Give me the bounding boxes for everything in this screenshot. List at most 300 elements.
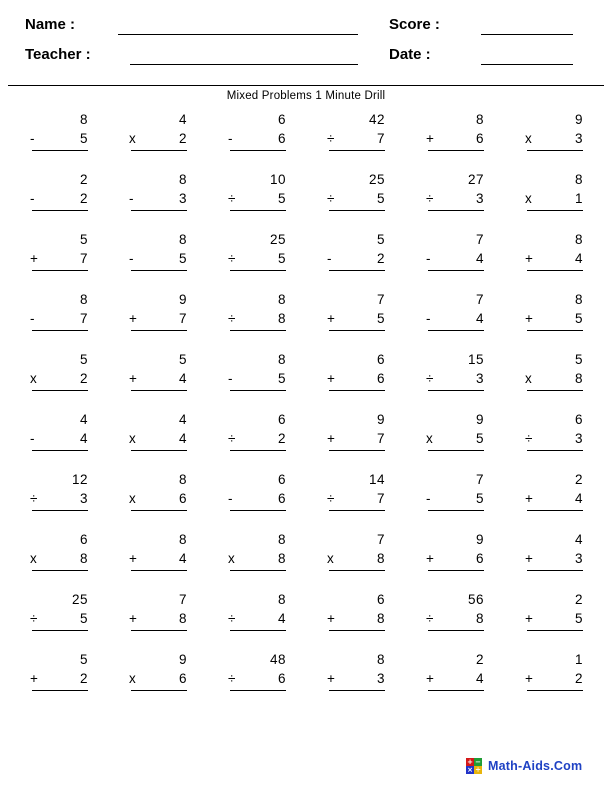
top-operand: 6 [79,532,88,547]
bottom-operand: 4 [178,431,187,446]
bottom-operand: 4 [475,671,484,686]
answer-line[interactable] [230,390,286,391]
problem-row [0,290,612,350]
math-problem[interactable] [426,350,492,402]
math-problem[interactable] [525,470,591,522]
operator-symbol: x [129,131,136,146]
top-operand: 8 [376,652,385,667]
math-problem[interactable] [129,470,195,522]
math-problem[interactable] [327,470,393,522]
operator-symbol: + [327,611,335,626]
operator-symbol: + [426,671,434,686]
answer-line[interactable] [428,570,484,571]
operator-symbol: ÷ [525,431,533,446]
bottom-operand: 5 [574,611,583,626]
answer-line[interactable] [527,690,583,691]
top-operand: 1 [574,652,583,667]
math-problem[interactable] [129,230,195,282]
answer-line[interactable] [329,210,385,211]
bottom-operand: 8 [277,551,286,566]
answer-line[interactable] [329,450,385,451]
operator-symbol: x [129,491,136,506]
answer-line[interactable] [329,150,385,151]
top-operand: 9 [178,652,187,667]
operator-symbol: ÷ [228,251,236,266]
answer-line[interactable] [527,510,583,511]
operator-symbol: + [327,311,335,326]
operator-symbol: + [129,311,137,326]
top-operand: 14 [368,472,385,487]
answer-line[interactable] [329,630,385,631]
bottom-operand: 7 [178,311,187,326]
top-operand: 6 [376,352,385,367]
operator-symbol: ÷ [228,611,236,626]
math-problem[interactable] [228,110,294,162]
math-problem[interactable] [30,530,96,582]
answer-line[interactable] [131,210,187,211]
bottom-operand: 8 [475,611,484,626]
teacher-date-row [0,43,612,73]
operator-symbol: + [30,671,38,686]
answer-line[interactable] [131,630,187,631]
math-problem[interactable] [228,350,294,402]
operator-symbol: ÷ [30,491,38,506]
answer-line[interactable] [131,150,187,151]
top-operand: 9 [475,412,484,427]
top-operand: 5 [574,352,583,367]
math-problem[interactable] [426,530,492,582]
math-problem[interactable] [327,110,393,162]
top-operand: 8 [79,112,88,127]
operator-symbol: ÷ [426,611,434,626]
bottom-operand: 6 [475,551,484,566]
bottom-operand: 4 [178,551,187,566]
top-operand: 8 [178,172,187,187]
top-operand: 6 [277,472,286,487]
operator-symbol: - [30,431,35,446]
math-problem[interactable] [30,650,96,702]
bottom-operand: 4 [178,371,187,386]
answer-line[interactable] [428,270,484,271]
operator-symbol: - [426,311,431,326]
answer-line[interactable] [428,330,484,331]
operator-symbol: - [129,251,134,266]
top-operand: 4 [178,112,187,127]
bottom-operand: 7 [376,491,385,506]
answer-line[interactable] [230,270,286,271]
top-operand: 9 [376,412,385,427]
operator-symbol: - [228,371,233,386]
operator-symbol: - [30,131,35,146]
answer-line[interactable] [329,690,385,691]
top-operand: 2 [574,472,583,487]
answer-line[interactable] [32,690,88,691]
bottom-operand: 2 [574,671,583,686]
answer-line[interactable] [428,630,484,631]
answer-line[interactable] [329,510,385,511]
bottom-operand: 3 [376,671,385,686]
answer-line[interactable] [428,210,484,211]
top-operand: 8 [574,172,583,187]
operator-symbol: ÷ [426,371,434,386]
top-operand: 9 [574,112,583,127]
math-aids-logo[interactable] [466,758,582,774]
math-problem[interactable] [129,350,195,402]
top-operand: 4 [574,532,583,547]
math-problem[interactable] [327,170,393,222]
problem-row [0,650,612,710]
answer-line[interactable] [329,570,385,571]
operator-symbol: - [426,251,431,266]
operator-symbol: ÷ [426,191,434,206]
divide-icon: ÷ [475,765,481,774]
answer-line[interactable] [230,330,286,331]
operator-symbol: x [129,671,136,686]
operator-symbol: ÷ [327,191,335,206]
math-problem[interactable] [30,110,96,162]
top-operand: 8 [178,232,187,247]
worksheet-title: Mixed Problems 1 Minute Drill [226,90,386,102]
math-problem[interactable] [228,650,294,702]
answer-line[interactable] [527,390,583,391]
operator-symbol: + [129,611,137,626]
top-operand: 7 [475,292,484,307]
operator-symbol: x [525,371,532,386]
bottom-operand: 5 [475,431,484,446]
math-problem[interactable] [525,110,591,162]
top-operand: 5 [79,352,88,367]
operator-symbol: ÷ [228,191,236,206]
answer-line[interactable] [131,390,187,391]
top-operand: 42 [368,112,385,127]
math-problem[interactable] [129,410,195,462]
operator-symbol: ÷ [228,311,236,326]
bottom-operand: 2 [376,251,385,266]
top-operand: 8 [277,352,286,367]
math-problem[interactable] [228,170,294,222]
math-problem[interactable] [129,170,195,222]
top-operand: 8 [475,112,484,127]
math-problem[interactable] [327,230,393,282]
bottom-operand: 3 [574,431,583,446]
answer-line[interactable] [230,510,286,511]
bottom-operand: 8 [574,371,583,386]
top-operand: 9 [178,292,187,307]
operator-symbol: + [525,311,533,326]
top-operand: 10 [269,172,286,187]
bottom-operand: 7 [376,431,385,446]
answer-line[interactable] [131,270,187,271]
operator-symbol: x [30,551,37,566]
problem-row [0,110,612,170]
answer-line[interactable] [527,630,583,631]
math-problem[interactable] [129,650,195,702]
math-problem[interactable] [525,590,591,642]
operator-symbol: - [327,251,332,266]
operator-symbol: + [426,131,434,146]
bottom-operand: 6 [178,671,187,686]
answer-line[interactable] [527,270,583,271]
math-problem[interactable] [426,410,492,462]
math-problem[interactable] [228,530,294,582]
answer-line[interactable] [32,210,88,211]
answer-line[interactable] [428,510,484,511]
answer-line[interactable] [230,450,286,451]
problem-row [0,230,612,290]
answer-line[interactable] [32,450,88,451]
answer-line[interactable] [527,150,583,151]
top-operand: 7 [376,292,385,307]
bottom-operand: 5 [178,251,187,266]
problem-row [0,530,612,590]
top-operand: 7 [475,472,484,487]
answer-line[interactable] [230,150,286,151]
bottom-operand: 4 [475,311,484,326]
top-operand: 8 [79,292,88,307]
bottom-operand: 5 [79,131,88,146]
math-problem[interactable] [129,590,195,642]
bottom-operand: 5 [277,251,286,266]
math-problem[interactable] [30,230,96,282]
math-problem[interactable] [327,410,393,462]
math-problem[interactable] [327,530,393,582]
math-problem[interactable] [228,590,294,642]
name-input-line[interactable] [118,34,358,35]
operator-symbol: ÷ [327,491,335,506]
answer-line[interactable] [32,510,88,511]
top-operand: 8 [277,292,286,307]
answer-line[interactable] [131,450,187,451]
bottom-operand: 4 [475,251,484,266]
answer-line[interactable] [32,330,88,331]
worksheet-header [0,0,612,86]
bottom-operand: 8 [178,611,187,626]
problem-grid [0,110,612,710]
operator-symbol: ÷ [228,671,236,686]
operator-symbol: x [129,431,136,446]
answer-line[interactable] [32,270,88,271]
math-problem[interactable] [228,290,294,342]
top-operand: 27 [467,172,484,187]
top-operand: 7 [475,232,484,247]
math-problem[interactable] [129,110,195,162]
top-operand: 5 [376,232,385,247]
math-problem[interactable] [228,410,294,462]
problem-row [0,350,612,410]
math-problem[interactable] [426,590,492,642]
top-operand: 6 [277,112,286,127]
bottom-operand: 4 [574,491,583,506]
bottom-operand: 6 [277,131,286,146]
bottom-operand: 2 [79,371,88,386]
operator-symbol: + [525,611,533,626]
math-problem[interactable] [426,290,492,342]
operator-symbol: + [525,551,533,566]
bottom-operand: 6 [178,491,187,506]
top-operand: 2 [79,172,88,187]
bottom-operand: 2 [79,191,88,206]
top-operand: 6 [574,412,583,427]
answer-line[interactable] [131,690,187,691]
top-operand: 8 [178,532,187,547]
answer-line[interactable] [131,330,187,331]
math-problem[interactable] [129,290,195,342]
math-problem[interactable] [30,410,96,462]
bottom-operand: 4 [79,431,88,446]
answer-line[interactable] [329,330,385,331]
math-problem[interactable] [525,530,591,582]
math-problem[interactable] [30,350,96,402]
operator-symbol: - [30,311,35,326]
bottom-operand: 8 [277,311,286,326]
operator-symbol: x [525,131,532,146]
answer-line[interactable] [428,450,484,451]
math-problem[interactable] [525,650,591,702]
bottom-operand: 7 [79,251,88,266]
problem-row [0,410,612,470]
answer-line[interactable] [230,630,286,631]
operator-symbol: + [525,491,533,506]
top-operand: 8 [277,532,286,547]
top-operand: 25 [368,172,385,187]
math-problem[interactable] [129,530,195,582]
math-problem[interactable] [426,650,492,702]
math-problem[interactable] [426,230,492,282]
answer-line[interactable] [32,390,88,391]
operator-symbol: - [228,491,233,506]
operator-symbol: + [327,671,335,686]
math-problem[interactable] [228,470,294,522]
operator-symbol: + [129,551,137,566]
bottom-operand: 5 [574,311,583,326]
bottom-operand: 6 [475,131,484,146]
top-operand: 56 [467,592,484,607]
answer-line[interactable] [131,510,187,511]
answer-line[interactable] [527,210,583,211]
multiply-icon: × [467,765,473,774]
bottom-operand: 5 [376,311,385,326]
top-operand: 5 [178,352,187,367]
teacher-input-line[interactable] [130,64,358,65]
top-operand: 48 [269,652,286,667]
worksheet-footer [0,758,612,778]
math-problem[interactable] [327,350,393,402]
bottom-operand: 3 [574,551,583,566]
answer-line[interactable] [32,630,88,631]
teacher-label: Teacher : [25,46,91,63]
top-operand: 4 [178,412,187,427]
date-input-line[interactable] [481,64,573,65]
answer-line[interactable] [131,570,187,571]
math-problem[interactable] [426,170,492,222]
answer-line[interactable] [32,150,88,151]
top-operand: 4 [79,412,88,427]
top-operand: 25 [269,232,286,247]
operator-symbol: x [228,551,235,566]
operator-symbol: ÷ [30,611,38,626]
operator-symbol: x [426,431,433,446]
math-operations-icon [466,758,482,774]
operator-symbol: + [525,251,533,266]
answer-line[interactable] [428,390,484,391]
header-divider [8,85,604,86]
math-problem[interactable] [327,590,393,642]
bottom-operand: 7 [376,131,385,146]
answer-line[interactable] [527,330,583,331]
score-label: Score : [389,16,440,33]
math-problem[interactable] [426,110,492,162]
bottom-operand: 5 [277,371,286,386]
answer-line[interactable] [329,270,385,271]
math-problem[interactable] [30,470,96,522]
top-operand: 6 [376,592,385,607]
operator-symbol: x [525,191,532,206]
answer-line[interactable] [428,150,484,151]
math-problem[interactable] [525,410,591,462]
operator-symbol: + [525,671,533,686]
answer-line[interactable] [32,570,88,571]
answer-line[interactable] [230,210,286,211]
math-problem[interactable] [525,350,591,402]
operator-symbol: + [426,551,434,566]
answer-line[interactable] [527,450,583,451]
math-problem[interactable] [327,650,393,702]
answer-line[interactable] [329,390,385,391]
score-input-line[interactable] [481,34,573,35]
bottom-operand: 8 [376,611,385,626]
top-operand: 7 [178,592,187,607]
top-operand: 6 [277,412,286,427]
operator-symbol: ÷ [228,431,236,446]
math-problem[interactable] [30,290,96,342]
name-label: Name : [25,16,76,33]
operator-symbol: + [30,251,38,266]
logo-text: Math-Aids.Com [488,759,583,773]
math-problem[interactable] [426,470,492,522]
bottom-operand: 8 [79,551,88,566]
answer-line[interactable] [527,570,583,571]
top-operand: 7 [376,532,385,547]
top-operand: 8 [178,472,187,487]
math-problem[interactable] [525,230,591,282]
top-operand: 5 [79,232,88,247]
bottom-operand: 3 [79,491,88,506]
math-problem[interactable] [30,590,96,642]
math-problem[interactable] [525,290,591,342]
bottom-operand: 6 [277,491,286,506]
math-problem[interactable] [525,170,591,222]
answer-line[interactable] [230,690,286,691]
operator-symbol: x [30,371,37,386]
bottom-operand: 5 [79,611,88,626]
math-problem[interactable] [327,290,393,342]
operator-symbol: x [327,551,334,566]
top-operand: 15 [467,352,484,367]
top-operand: 8 [574,232,583,247]
date-label: Date : [389,46,431,63]
math-problem[interactable] [228,230,294,282]
bottom-operand: 3 [574,131,583,146]
top-operand: 25 [71,592,88,607]
bottom-operand: 7 [79,311,88,326]
top-operand: 2 [475,652,484,667]
math-problem[interactable] [30,170,96,222]
answer-line[interactable] [428,690,484,691]
answer-line[interactable] [230,570,286,571]
top-operand: 8 [574,292,583,307]
problem-row [0,170,612,230]
operator-symbol: - [30,191,35,206]
